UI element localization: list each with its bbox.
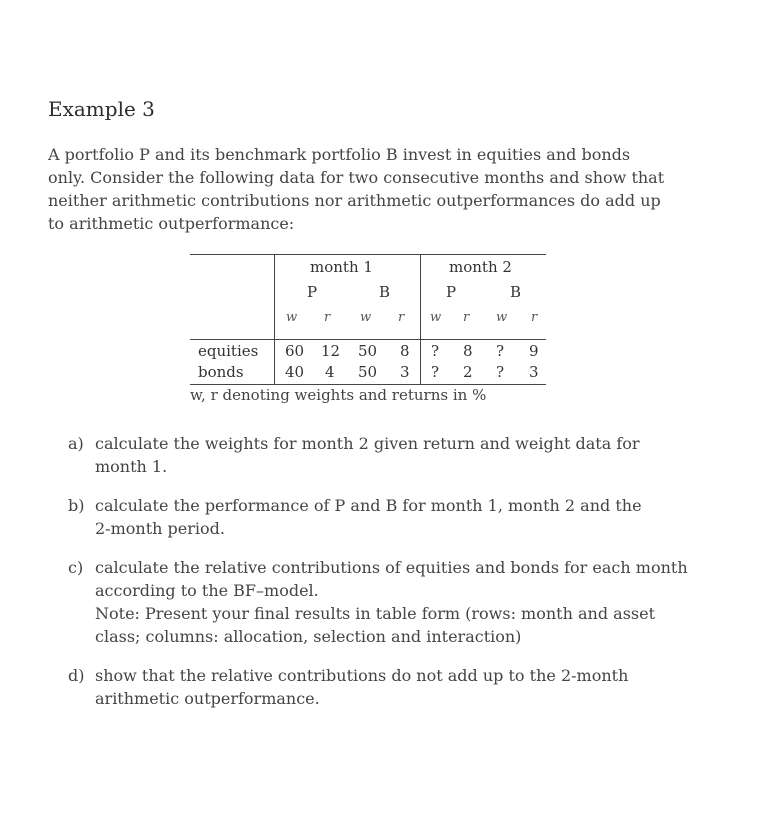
task-line: month 1. (95, 457, 168, 476)
task-line: Note: Present your final results in table form (rows: month and asset (95, 604, 656, 623)
task-item (68, 494, 693, 540)
month1-header: month 1 (310, 258, 373, 276)
intro-line: to arithmetic outperformance: (48, 214, 295, 233)
w-header: w (496, 310, 508, 325)
table-cell: 3 (529, 363, 539, 381)
r-header: r (324, 310, 331, 325)
task-label: b) (68, 496, 85, 515)
row-label-bonds: bonds (198, 363, 244, 381)
month1-p-header: P (307, 283, 318, 301)
table-cell: 60 (285, 342, 305, 360)
intro-paragraph (48, 143, 693, 235)
r-header: r (463, 310, 470, 325)
task-line: calculate the performance of P and B for month 1, month 2 and the (95, 496, 642, 515)
task-item (68, 432, 693, 478)
table-caption: w, r denoting weights and returns in % (190, 386, 487, 404)
task-line: calculate the weights for month 2 given return and weight data for (95, 434, 640, 453)
table-cell: 50 (358, 342, 378, 360)
task-label: d) (68, 666, 85, 685)
task-line: according to the BF–model. (95, 581, 319, 600)
table-label-divider (274, 254, 275, 384)
example-title: Example 3 (48, 97, 155, 121)
table-cell: 2 (463, 363, 473, 381)
table-cell: 8 (463, 342, 473, 360)
task-line: 2-month period. (95, 519, 225, 538)
intro-line: neither arithmetic contributions nor arithmetic outperformances do add up (48, 191, 661, 210)
task-line: show that the relative contributions do not add up to the 2-month (95, 666, 629, 685)
task-list (68, 432, 693, 726)
table-cell: ? (431, 342, 440, 360)
month2-b-header: B (510, 283, 522, 301)
table-cell: 40 (285, 363, 305, 381)
table-top-rule (190, 254, 546, 255)
month1-b-header: B (379, 283, 391, 301)
task-line: class; columns: allocation, selection and interaction) (95, 627, 522, 646)
w-header: w (430, 310, 442, 325)
table-cell: ? (496, 363, 505, 381)
r-header: r (531, 310, 538, 325)
month2-p-header: P (446, 283, 457, 301)
w-header: w (286, 310, 298, 325)
table-month-divider (420, 254, 421, 384)
w-header: w (360, 310, 372, 325)
table-mid-rule (190, 339, 546, 340)
task-label: c) (68, 558, 84, 577)
table-cell: 4 (325, 363, 335, 381)
table-cell: 50 (358, 363, 378, 381)
table-bottom-rule (190, 384, 546, 385)
row-label-equities: equities (198, 342, 259, 360)
table-cell: 12 (321, 342, 341, 360)
task-line: arithmetic outperformance. (95, 689, 320, 708)
task-line: calculate the relative contributions of equities and bonds for each month (95, 558, 688, 577)
data-table (190, 252, 546, 402)
task-item (68, 664, 693, 710)
table-cell: ? (496, 342, 505, 360)
table-cell: 8 (400, 342, 410, 360)
table-cell: ? (431, 363, 440, 381)
r-header: r (398, 310, 405, 325)
table-cell: 3 (400, 363, 410, 381)
task-label: a) (68, 434, 84, 453)
task-item (68, 556, 693, 648)
month2-header: month 2 (449, 258, 512, 276)
intro-line: only. Consider the following data for two consecutive months and show that (48, 168, 665, 187)
table-cell: 9 (529, 342, 539, 360)
intro-line: A portfolio P and its benchmark portfolio B invest in equities and bonds (48, 145, 631, 164)
